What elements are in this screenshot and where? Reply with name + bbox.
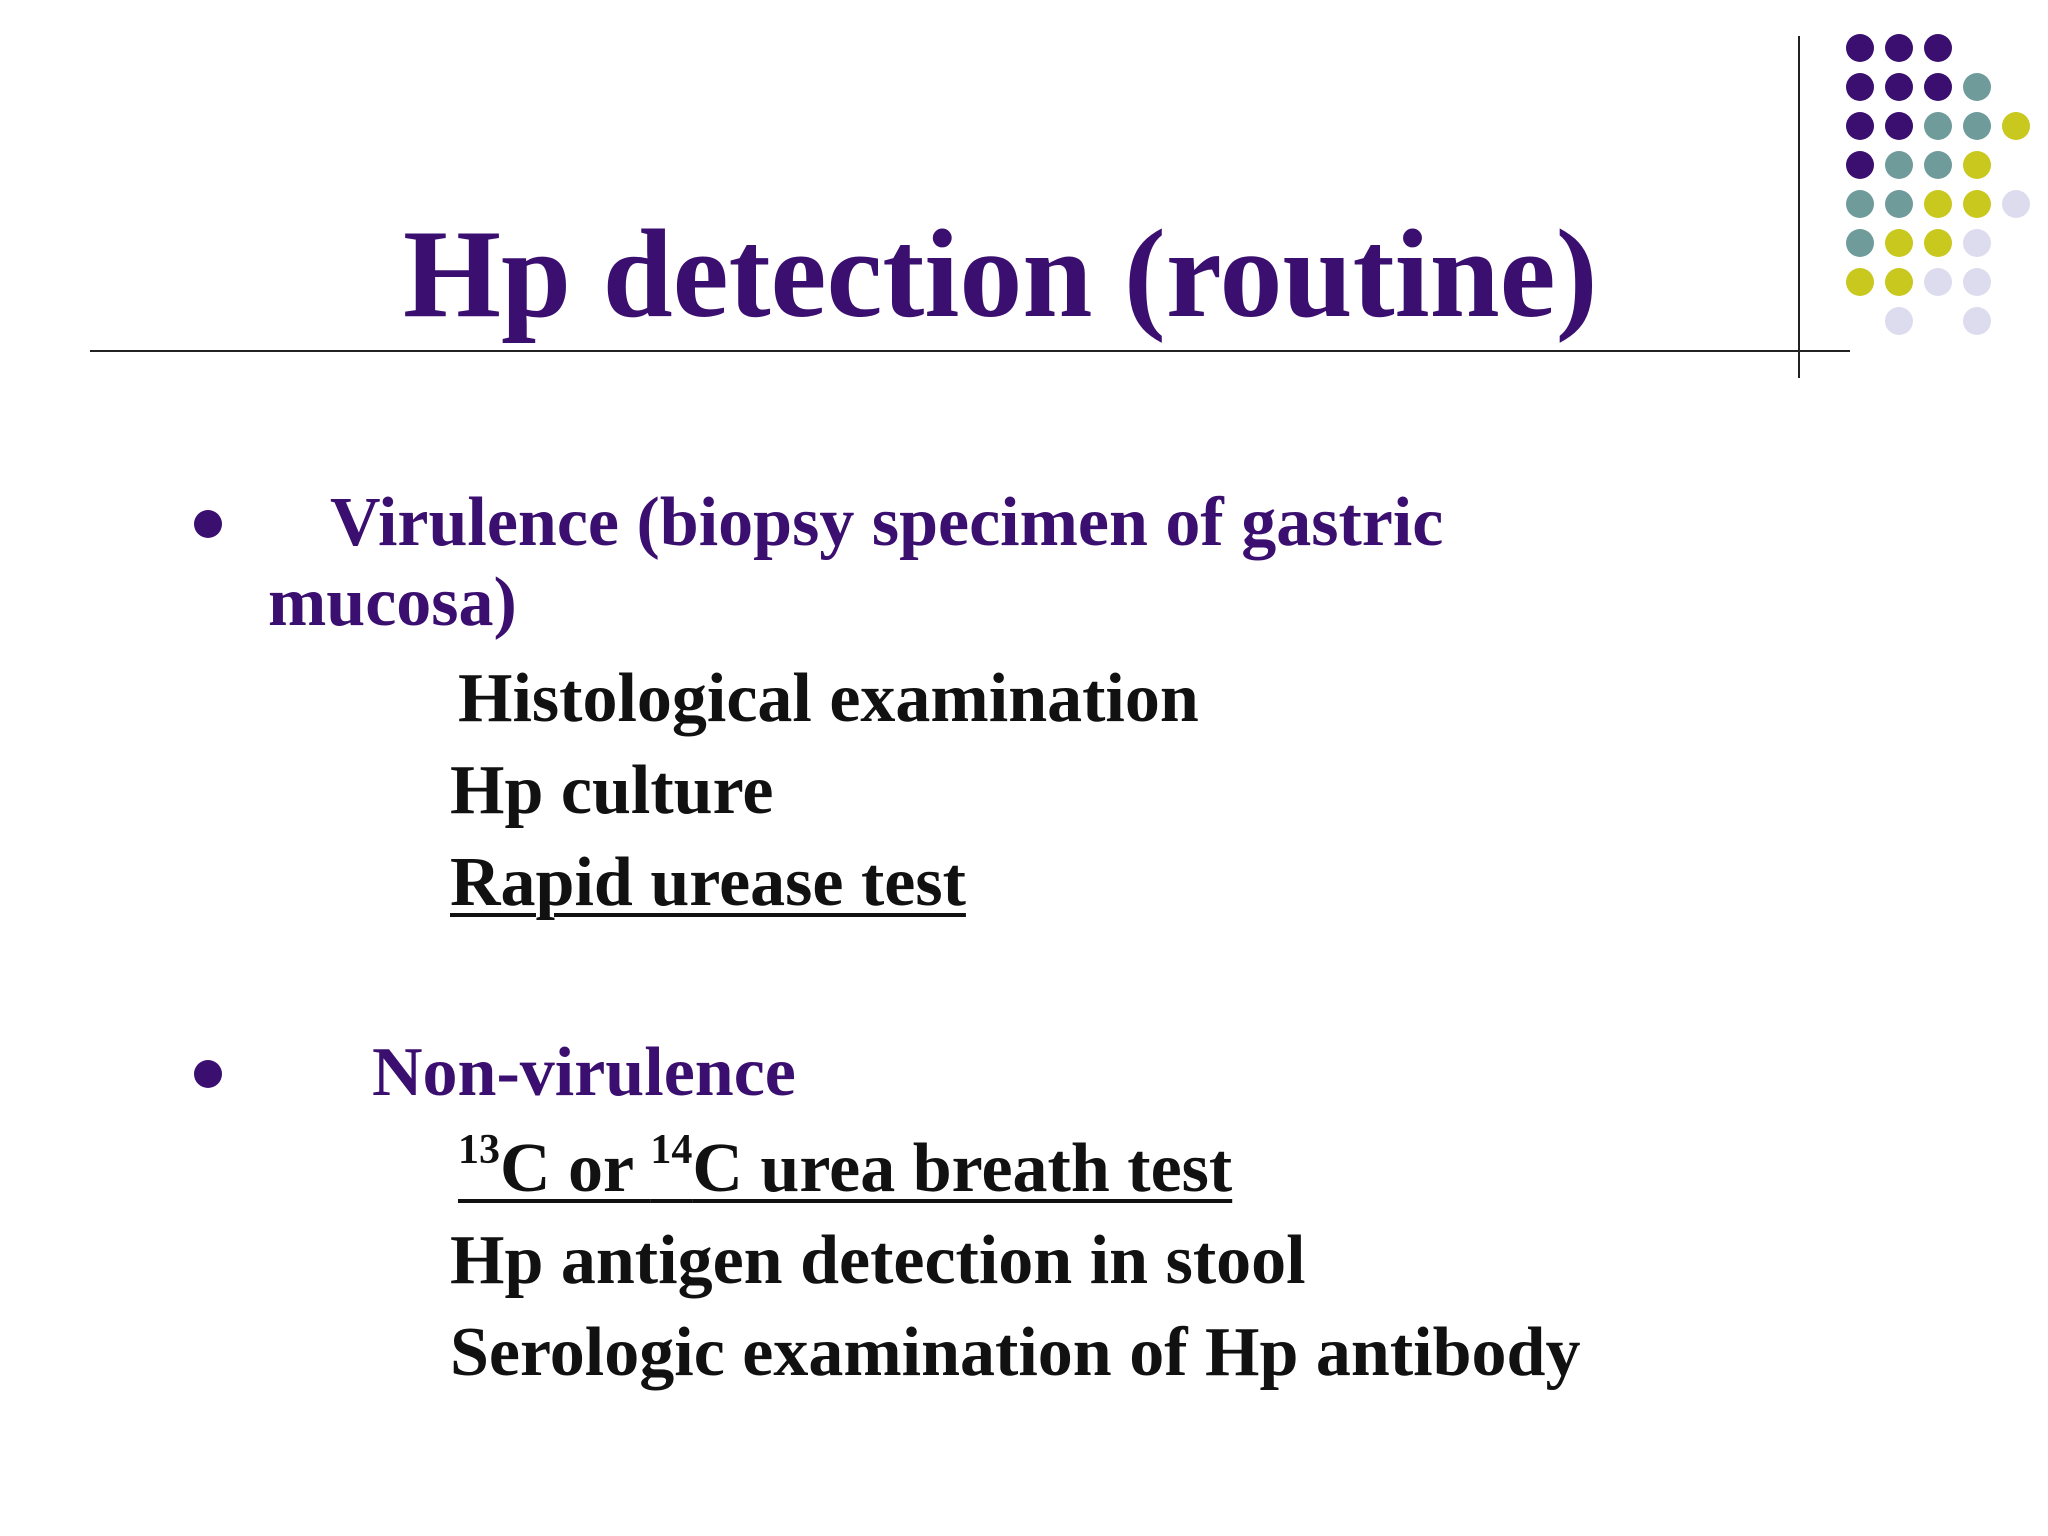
decorative-dot bbox=[1885, 34, 1913, 62]
bullet-icon bbox=[194, 510, 222, 538]
decorative-dot bbox=[1846, 112, 1874, 140]
breath-test-part2: C urea breath test bbox=[692, 1130, 1233, 1207]
decorative-dot bbox=[1924, 112, 1952, 140]
list-item-rapid-urease: Rapid urease test bbox=[450, 844, 966, 921]
list-item-serologic: Serologic examination of Hp antibody bbox=[450, 1314, 1581, 1391]
decorative-dot bbox=[1924, 34, 1952, 62]
decorative-dot bbox=[1885, 151, 1913, 179]
breath-test-part1: C or bbox=[500, 1130, 651, 1207]
section-heading-virulence-cont: mucosa) bbox=[268, 564, 517, 641]
decorative-dot bbox=[1846, 73, 1874, 101]
decorative-dot bbox=[1924, 268, 1952, 296]
decorative-dot bbox=[1846, 151, 1874, 179]
decorative-dot bbox=[1963, 229, 1991, 257]
list-item-antigen-stool: Hp antigen detection in stool bbox=[450, 1222, 1306, 1299]
decorative-dot bbox=[1924, 229, 1952, 257]
decorative-dot bbox=[1885, 112, 1913, 140]
bullet-icon bbox=[194, 1060, 222, 1088]
slide-title: Hp detection (routine) bbox=[403, 205, 1598, 344]
decorative-dot bbox=[1885, 73, 1913, 101]
decorative-dot bbox=[1963, 112, 1991, 140]
title-underline-rule bbox=[90, 350, 1850, 352]
decorative-dot bbox=[1963, 151, 1991, 179]
decorative-dot bbox=[1963, 73, 1991, 101]
list-item-histological: Histological examination bbox=[458, 660, 1199, 737]
list-item-hp-culture: Hp culture bbox=[450, 752, 774, 829]
decorative-dot bbox=[2002, 190, 2030, 218]
decorative-dot bbox=[1924, 190, 1952, 218]
decorative-dot bbox=[1846, 34, 1874, 62]
decorative-dot bbox=[1963, 268, 1991, 296]
decorative-dot bbox=[1924, 73, 1952, 101]
isotope-13-label: 13 bbox=[458, 1127, 500, 1173]
decorative-dot bbox=[1963, 190, 1991, 218]
decorative-dot bbox=[2002, 112, 2030, 140]
decorative-dot bbox=[1963, 307, 1991, 335]
list-item-breath-test bbox=[458, 1128, 1232, 1210]
section-heading-virulence: Virulence (biopsy specimen of gastric bbox=[330, 484, 1444, 561]
isotope-14-label: 14 bbox=[650, 1127, 693, 1173]
section-heading-non-virulence: Non-virulence bbox=[372, 1034, 796, 1111]
decorative-dot bbox=[1924, 151, 1952, 179]
